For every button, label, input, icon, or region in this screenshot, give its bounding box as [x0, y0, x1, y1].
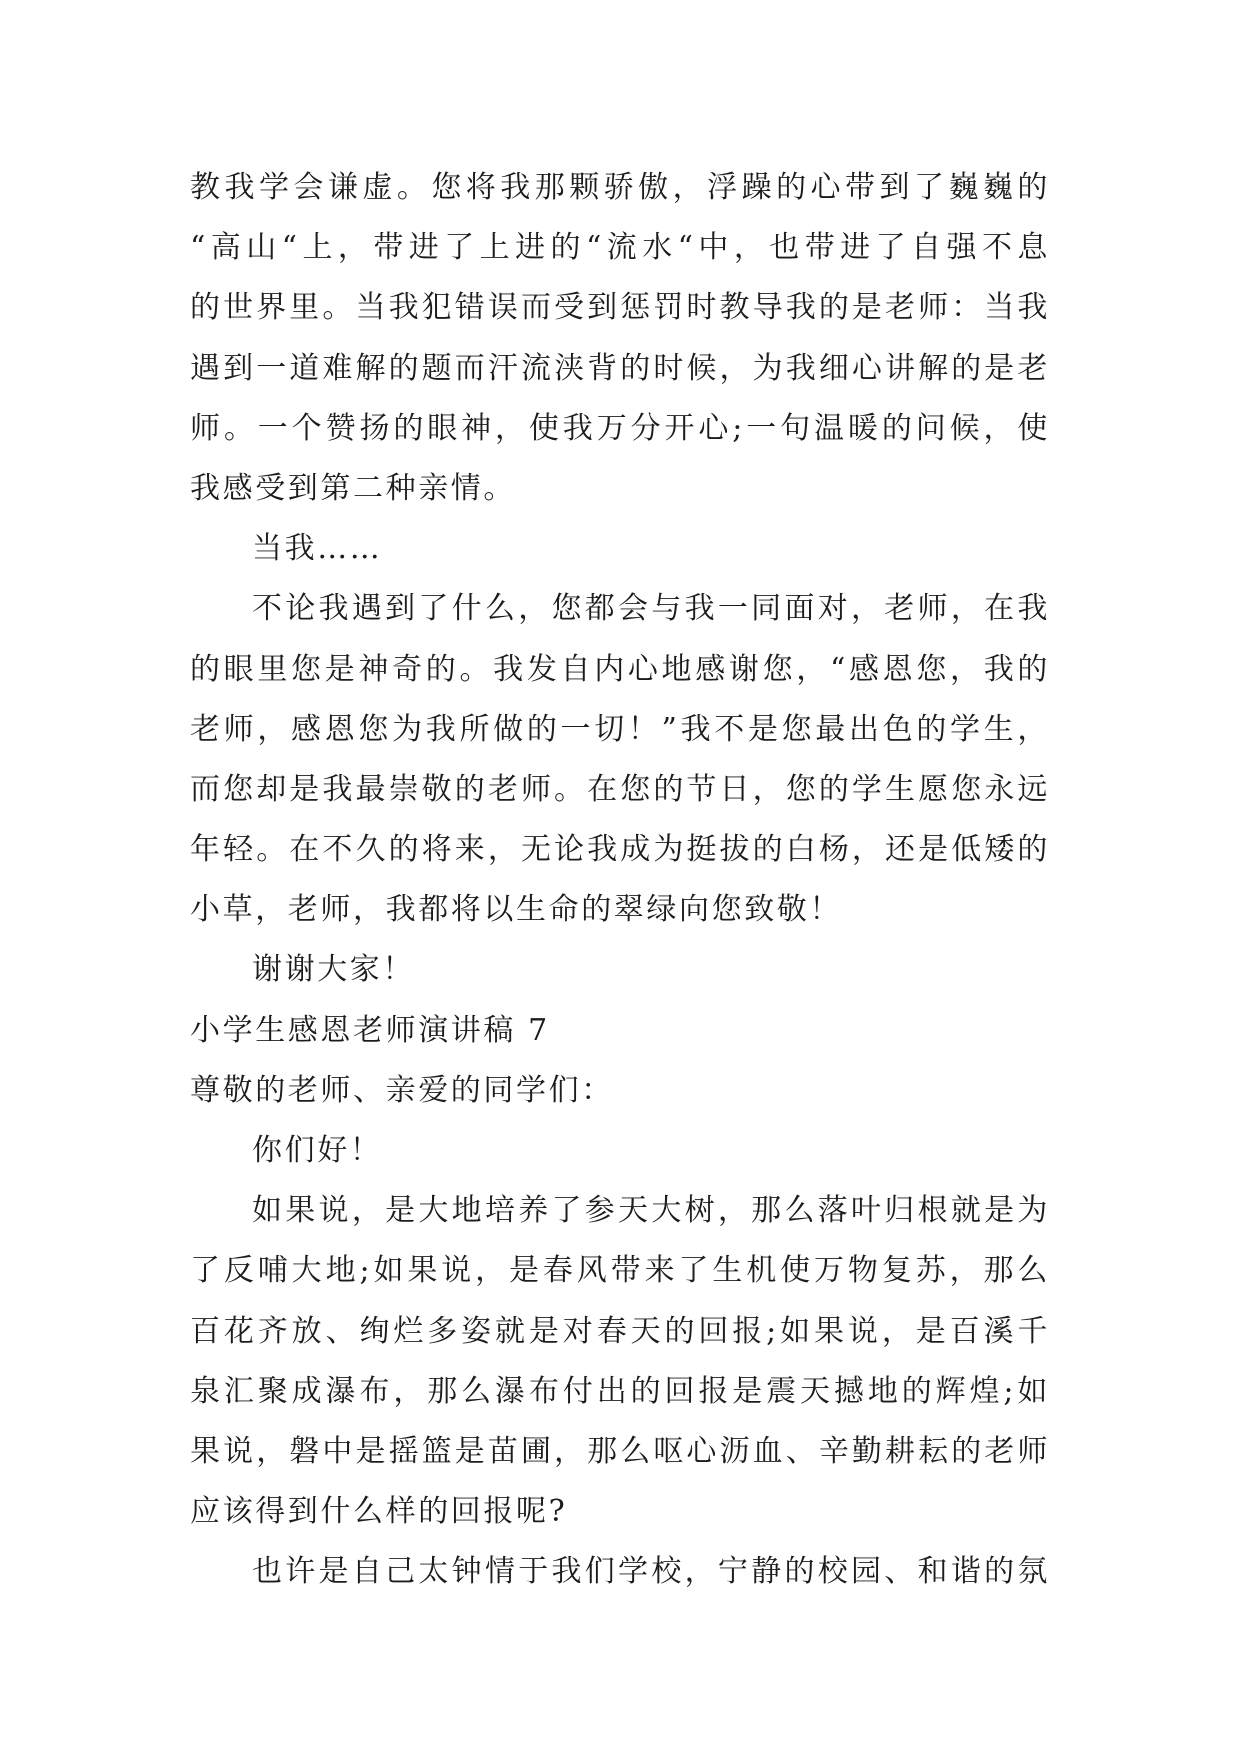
text-line: “高山“上，带进了上进的“流水“中，也带进了自强不息 — [190, 230, 1050, 266]
text-line: 百花齐放、绚烂多姿就是对春天的回报;如果说，是百溪千 — [190, 1313, 1050, 1349]
text-line: 如果说，是大地培养了参天大树，那么落叶归根就是为 — [252, 1193, 1050, 1229]
text-line: 尊敬的老师、亲爱的同学们： — [190, 1072, 614, 1108]
text-line: 的眼里您是神奇的。我发自内心地感谢您，“感恩您，我的 — [190, 651, 1050, 687]
text-line: 师。一个赞扬的眼神，使我万分开心;一句温暖的问候，使 — [190, 410, 1050, 446]
text-line: 不论我遇到了什么，您都会与我一同面对，老师，在我 — [252, 591, 1050, 627]
text-line: 泉汇聚成瀑布，那么瀑布付出的回报是震天撼地的辉煌;如 — [190, 1373, 1050, 1409]
text-line: 小学生感恩老师演讲稿 7 — [190, 1012, 550, 1048]
text-line: 果说，磐中是摇篮是苗圃，那么呕心沥血、辛勤耕耘的老师 — [190, 1433, 1050, 1469]
text-line: 也许是自己太钟情于我们学校，宁静的校园、和谐的氛 — [252, 1554, 1050, 1590]
text-line: 应该得到什么样的回报呢? — [190, 1494, 568, 1530]
document-body — [190, 158, 1050, 1603]
text-line: 老师，感恩您为我所做的一切！”我不是您最出色的学生， — [190, 711, 1050, 747]
text-line: 小草，老师，我都将以生命的翠绿向您致敬！ — [190, 892, 842, 928]
text-line: 我感受到第二种亲情。 — [190, 470, 516, 506]
text-line: 谢谢大家！ — [252, 952, 415, 988]
text-line: 年轻。在不久的将来，无论我成为挺拔的白杨，还是低矮的 — [190, 832, 1050, 868]
text-line: 遇到一道难解的题而汗流浃背的时候，为我细心讲解的是老 — [190, 350, 1050, 386]
text-line: 的世界里。当我犯错误而受到惩罚时教导我的是老师：当我 — [190, 290, 1050, 326]
text-line: 当我…… — [252, 531, 383, 567]
text-line: 而您却是我最崇敬的老师。在您的节日，您的学生愿您永远 — [190, 771, 1050, 807]
text-line: 了反哺大地;如果说，是春风带来了生机使万物复苏，那么 — [190, 1253, 1050, 1289]
text-line: 你们好！ — [252, 1133, 383, 1168]
text-line: 教我学会谦虚。您将我那颗骄傲，浮躁的心带到了巍巍的 — [190, 170, 1050, 205]
